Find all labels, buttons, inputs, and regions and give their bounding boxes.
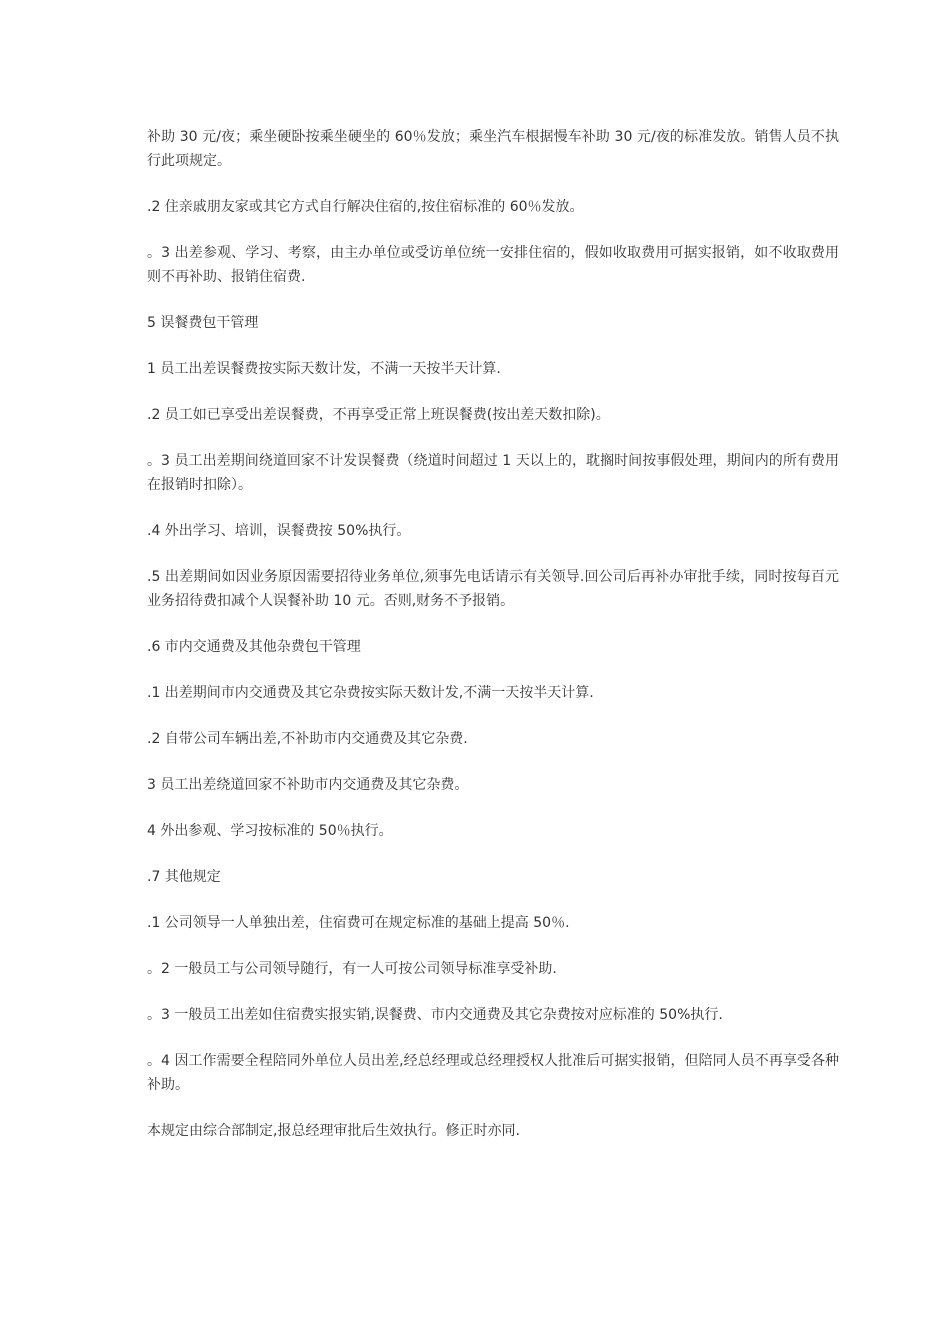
paragraph-actual-lodging: 。3 一般员工出差如住宿费实报实销,误餐费、市内交通费及其它杂费按对应标准的 50%执行. [147, 1007, 723, 1023]
paragraph-arranged-lodging: 。3 出差参观、学习、考察，由主办单位或受访单位统一安排住宿的，假如收取费用可据实报销，如不收取费用则不再补助、报销住宿费. [147, 245, 839, 285]
paragraph-effective-note: 本规定由综合部制定,报总经理审批后生效执行。修正时亦同. [147, 1123, 520, 1139]
paragraph-meal-by-days: 1 员工出差误餐费按实际天数计发，不满一天按半天计算. [147, 361, 501, 377]
section-heading-other-rules: .7 其他规定 [147, 869, 221, 885]
paragraph-meal-training: .4 外出学习、培训，误餐费按 50%执行。 [147, 523, 411, 539]
paragraph-accompany-leader: 。2 一般员工与公司领导随行，有一人可按公司领导标准享受补助. [147, 961, 557, 977]
paragraph-meal-hospitality: .5 出差期间如因业务原因需要招待业务单位,须事先电话请示有关领导.回公司后再补办审批手续，同时按每百元业务招待费扣减个人误餐补助 10 元。否则,财务不予报销。 [147, 569, 839, 609]
paragraph-meal-no-double: .2 员工如已享受出差误餐费，不再享受正常上班误餐费(按出差天数扣除)。 [147, 407, 610, 423]
paragraph-leader-lodging: .1 公司领导一人单独出差，住宿费可在规定标准的基础上提高 50％. [147, 915, 570, 931]
paragraph-relatives-lodging: .2 住亲戚朋友家或其它方式自行解决住宿的,按住宿标准的 60％发放。 [147, 199, 584, 215]
paragraph-transport-visit-study: 4 外出参观、学习按标准的 50％执行。 [147, 823, 393, 839]
paragraph-transport-by-days: .1 出差期间市内交通费及其它杂费按实际天数计发,不满一天按半天计算. [147, 685, 594, 701]
section-heading-meal-allowance: 5 误餐费包干管理 [147, 315, 259, 331]
paragraph-meal-detour-home: 。3 员工出差期间绕道回家不计发误餐费（绕道时间超过 1 天以上的，耽搁时间按事假处理，期间内的所有费用在报销时扣除）。 [147, 453, 839, 493]
section-heading-local-transport: .6 市内交通费及其他杂费包干管理 [147, 639, 361, 655]
paragraph-transport-detour-home: 3 员工出差绕道回家不补助市内交通费及其它杂费。 [147, 777, 469, 793]
paragraph-sleeper-subsidy: 补助 30 元/夜；乘坐硬卧按乘坐硬坐的 60％发放；乘坐汽车根据慢车补助 30 元/夜的标准发放。销售人员不执行此项规定。 [147, 129, 839, 169]
paragraph-transport-company-car: .2 自带公司车辆出差,不补助市内交通费及其它杂费. [147, 731, 468, 747]
paragraph-accompany-external: 。4 因工作需要全程陪同外单位人员出差,经总经理或总经理授权人批准后可据实报销，但陪同人员不再享受各种补助。 [147, 1053, 839, 1093]
document-body [147, 125, 839, 1165]
